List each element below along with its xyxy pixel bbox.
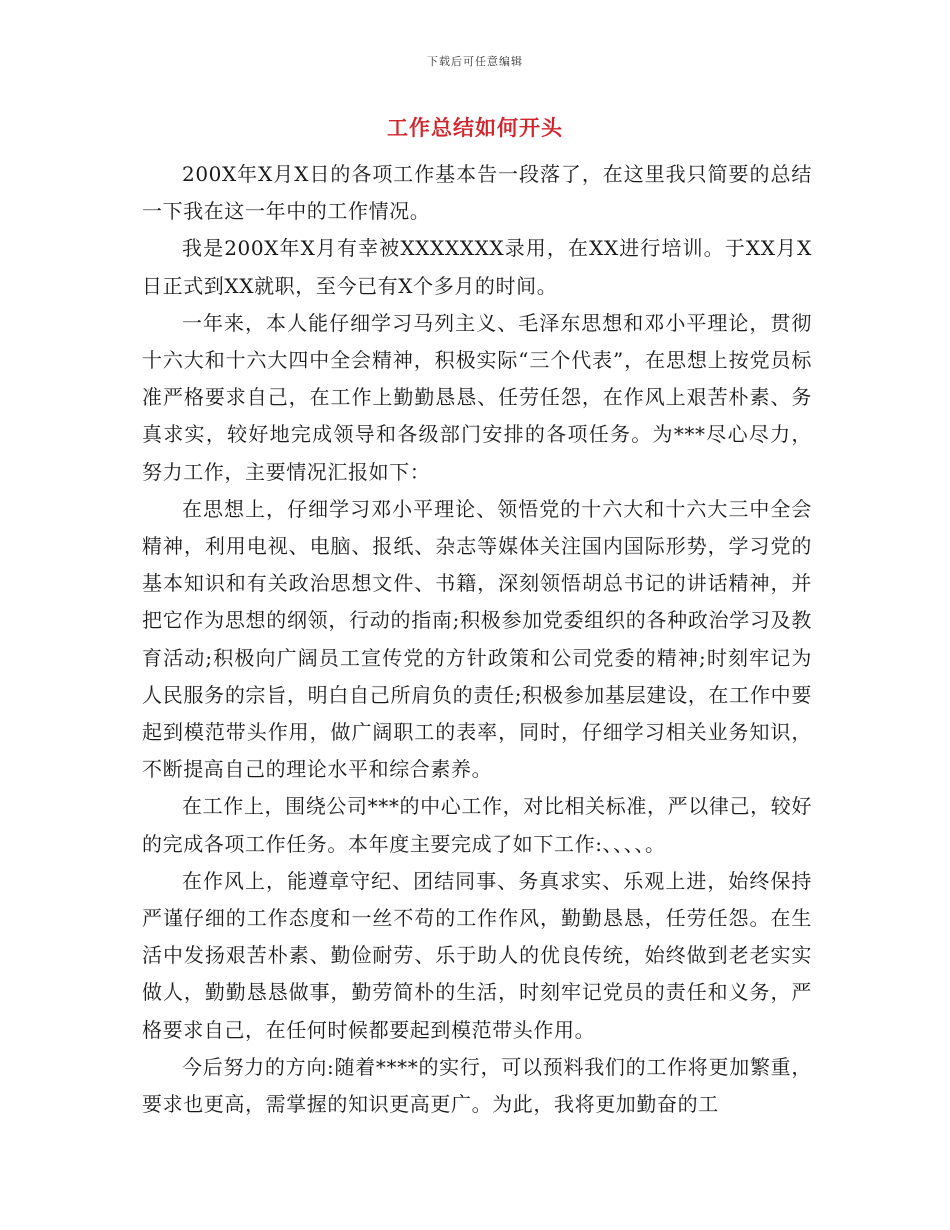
paragraph-5: 在工作上，围绕公司***的中心工作，对比相关标准，严以律己，较好的完成各项工作任务。本年度主要完成了如下工作:、、、、。 bbox=[142, 794, 812, 856]
paragraph-6: 在作风上，能遵章守纪、团结同事、务真求实、乐观上进，始终保持严谨仔细的工作态度和一丝不苟的工作作风，勤勤恳恳，任劳任怨。在生活中发扬艰苦朴素、勤俭耐劳、乐于助人的优良传统，始终做到老老实实做人，勤勤恳恳做事，勤劳简朴的生活，时刻牢记党员的责任和义务，严格要求自己，在任何时候都要起到模范带头作用。 bbox=[142, 868, 812, 1042]
document-body bbox=[142, 156, 812, 1123]
paragraph-4: 在思想上，仔细学习邓小平理论、领悟党的十六大和十六大三中全会精神，利用电视、电脑、报纸、杂志等媒体关注国内国际形势，学习党的基本知识和有关政治思想文件、书籍，深刻领悟胡总书记的讲话精神，并把它作为思想的纲领，行动的指南;积极参加党委组织的各种政治学习及教育活动;积极向广阔员工宣传党的方针政策和公司党委的精神;时刻牢记为人民服务的宗旨，明白自己所肩负的责任;积极参加基层建设，在工作中要起到模范带头作用，做广阔职工的表率，同时，仔细学习相关业务知识，不断提高自己的理论水平和综合素养。 bbox=[142, 496, 812, 782]
paragraph-1: 200X年X月X日的各项工作基本告一段落了，在这里我只简要的总结一下我在这一年中的工作情况。 bbox=[142, 162, 812, 224]
header-note: 下载后可任意编辑 bbox=[427, 55, 523, 68]
paragraph-2: 我是200X年X月有幸被XXXXXXX录用，在XX进行培训。于XX月X日正式到XX就职，至今已有X个多月的时间。 bbox=[142, 236, 812, 298]
document-title: 工作总结如何开头 bbox=[387, 115, 563, 140]
paragraph-3: 一年来，本人能仔细学习马列主义、毛泽东思想和邓小平理论，贯彻十六大和十六大四中全会精神，积极实际“三个代表”，在思想上按党员标准严格要求自己，在工作上勤勤恳恳、任劳任怨，在作风上艰苦朴素、务真求实，较好地完成领导和各级部门安排的各项任务。为***尽心尽力，努力工作，主要情况汇报如下： bbox=[142, 310, 812, 484]
paragraph-7: 今后努力的方向:随着****的实行，可以预料我们的工作将更加繁重，要求也更高，需掌握的知识更高更广。为此，我将更加勤奋的工 bbox=[142, 1054, 812, 1117]
